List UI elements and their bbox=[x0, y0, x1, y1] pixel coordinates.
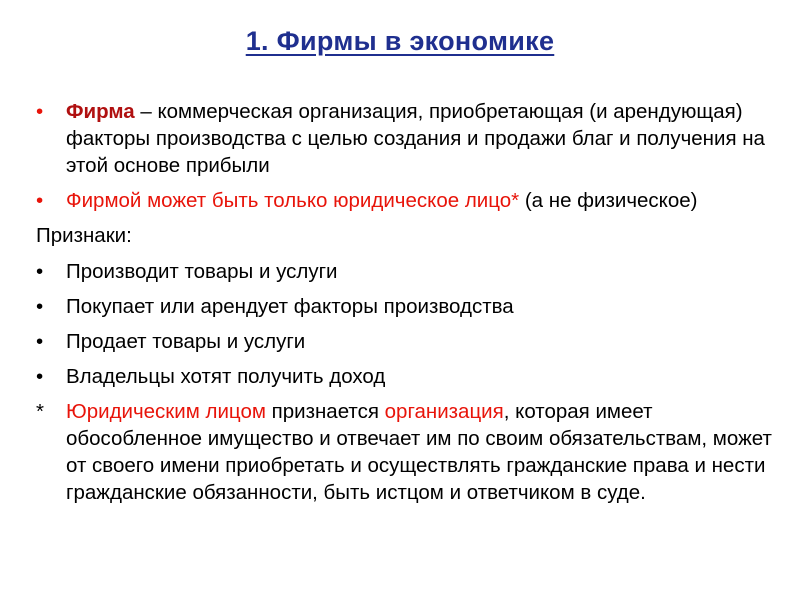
footnote-star: * bbox=[36, 400, 44, 423]
bullet-dot: • bbox=[36, 330, 44, 353]
bullet-dot: • bbox=[36, 100, 44, 123]
bullet-dot: • bbox=[36, 189, 44, 212]
sign-item: Продает товары и услуги bbox=[66, 330, 306, 353]
list-item bbox=[30, 328, 780, 355]
slide-title: 1. Фирмы в экономике bbox=[245, 26, 555, 56]
footnote bbox=[30, 398, 780, 506]
footnote-term-organization: организация bbox=[384, 400, 504, 423]
sign-item: Производит товары и услуги bbox=[66, 260, 338, 283]
signs-label: Признаки: bbox=[36, 224, 132, 247]
bullet-dot: • bbox=[36, 365, 44, 388]
sign-item: Покупает или арендует факторы производства bbox=[66, 295, 514, 318]
sign-item: Владельцы хотят получить доход bbox=[66, 365, 386, 388]
bullet-dot: • bbox=[36, 260, 44, 283]
list-item bbox=[30, 258, 780, 285]
slide-body bbox=[30, 98, 780, 506]
legal-entity-statement: Фирмой может быть только юридическое лицо* bbox=[66, 189, 520, 212]
bullet-definition bbox=[30, 98, 780, 179]
list-item bbox=[30, 293, 780, 320]
bullet-legal-entity bbox=[30, 187, 780, 214]
list-item bbox=[30, 363, 780, 390]
legal-entity-rest: (а не физическое) bbox=[519, 189, 698, 212]
footnote-text-1: признается bbox=[265, 400, 385, 423]
term-firm: Фирма bbox=[66, 100, 135, 123]
bullet-dot: • bbox=[36, 295, 44, 318]
footnote-text-2: , которая имеет обособленное имущество и отвечает им по своим обязательствам, может от своего имени приобретать и осуществлять гражданские права и нести гражданские обязанности, быть истцом и ответчиком в суде. bbox=[66, 400, 772, 504]
definition-text: – коммерческая организация, приобретающая (и арендующая) факторы производства с целью создания и продажи благ и получения на этой основе прибыли bbox=[66, 100, 765, 177]
footnote-term-legal-entity: Юридическим лицом bbox=[66, 400, 266, 423]
